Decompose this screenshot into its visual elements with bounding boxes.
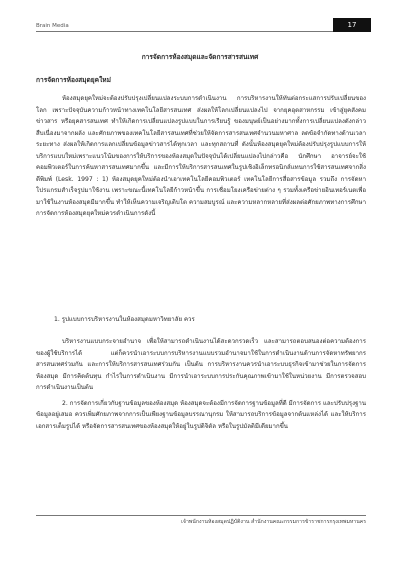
page-title: การจัดการห้องสมุดและจัดการสารสนเทศ — [141, 53, 259, 61]
page-number: 17 — [333, 18, 371, 32]
body-section-2 — [36, 336, 366, 432]
section-heading: การจัดการห้องสมุดยุคใหม่ — [36, 76, 111, 84]
publisher-name: Brain Media — [36, 23, 69, 29]
paragraph-2: บริหารงานแบบกระจายอำนาจ เพื่อให้สามารถดำเนินงานได้สะดวกรวดเร็ว และสามารถตอบสนองต่อความต้องการของผู้ใช้บริการได้ แต่ก็ควรนำเอาระบบการบริหารงานแบบรวมอำนาจมาใช้ในการดำเนินงานด้านการจัดหาทรัพยากรสารสนเทศร่วมกัน และการให้บริการสารสนเทศร่วมกัน เป็นต้น การบริหารงานควรนำเอาระบบธุรกิจเข้ามาช่วยในการจัดการห้องสมุด มีการคิดต้นทุน กำไรในการดำเนินงาน มีการนำเอาระบบการประกันคุณภาพเข้ามาใช้ในหน่วยงาน มีการตรวจสอบการดำเนินงานเป็นต้น — [36, 338, 366, 392]
header-divider — [36, 31, 366, 32]
footer-text: เจ้าพนักงานห้องสมุดปฏิบัติงาน สำนักงานคณะกรรมการข้าราชการกรุงเทพมหานคร — [181, 519, 366, 525]
footer-divider — [36, 515, 366, 516]
list-item-1: 1. รูปแบบการบริหารงานในห้องสมุดมหาวิทยาลัย ควร — [54, 316, 195, 323]
body-section-1 — [36, 93, 366, 220]
paragraph-3: 2. การจัดการเกี่ยวกับฐานข้อมูลของห้องสมุด ห้องสมุดจะต้องมีการจัดการฐานข้อมูลที่ดี มีการจัดการ และปรับปรุงฐานข้อมูลอยู่เสมอ ควรเพิ่มศักยภาพจากการเป็นเพียงฐานข้อมูลบรรณานุกรม ให้สามารถบริการข้อมูลจากต้นแหล่งได้ และให้บริการเอกสารเต็มรูปได้ หรือจัดการสารสนเทศของห้องสมุดให้อยู่ในรูปดิจิตัล หรือในรูปมัลติมีเดียมากขึ้น — [36, 399, 366, 430]
paragraph-1: ห้องสมุดยุคใหม่จะต้องปรับปรุงเปลี่ยนแปลงระบบการดำเนินงาน การบริหารงานให้ทันต่อกระแสการปรับเปลี่ยนของโลก เพราะปัจจุบันความก้าวหน้าทางเทคโนโลยีสารสนเทศ ส่งผลให้โลกเปลี่ยนแปลงไป จากยุคอุตสาหกรรม เข้าสู่ยุคสังคมข่าวสาร หรือยุคสารสนเทศ ทำให้เกิดการเปลี่ยนแปลงรูปแบบในการเรียนรู้ ของมนุษย์เป็นอย่างมากทั้งการเปลี่ยนแปลงดังกล่าวสืบเนื่องมาจากผลัง และศักยภาพของเทคโนโลยีสารสนเทศที่ช่วยให้จัดการสารสนเทศจำนวนมหาศาล ลดข้อจำกัดทางด้านเวลา ระยะทาง ส่งผลให้เกิดการแลกเปลี่ยนข้อมูลข่าวสารได้ทุกเวลา และทุกสถานที่ ดังนั้นห้องสมุดยุคใหม่ต้องปรับปรุงรูปแบบการให้บริการแบบใหม่เพราะแนวโน้มของการให้บริการของห้องสมุดในปัจจุบันได้เปลี่ยนแปลงไปกล่าวคือ นักศึกษา อาจารย์จะใช้คอมพิวเตอร์ในการค้นหาสารสนเทศมากขึ้น และมีการให้บริการสารสนเทศในรูปเชิงอิเล็กทรอนิกส์แทนการใช้สารสนเทศจากสิ่งตีพิมพ์ (Lesk. 1997 : 1) ห้องสมุดยุคใหม่ต้องนำเอาเทคโนโลยีคอมพิวเตอร์ เทคโนโลยีการสื่อสารข้อมูล รวมถึง การจัดหาโปรแกรมสำเร็จรูปมาใช้งาน เพราะขณะนี้เทคโนโลยีก้าวหน้าขึ้น การเชื่อมโยงเครือข่ายต่าง ๆ รวมทั้งเครือข่ายอินเทอร์เนตเพื่อมาใช้ในงานห้องสมุดมีมากขึ้น ทำให้เห็นความเจริญเติบโต ความสมบูรณ์ และความหลากหลายที่ส่งผลต่อศักยภาพทางการศึกษา การจัดการห้องสมุดยุคใหม่ควรดำเนินการดังนี้ — [36, 95, 366, 218]
